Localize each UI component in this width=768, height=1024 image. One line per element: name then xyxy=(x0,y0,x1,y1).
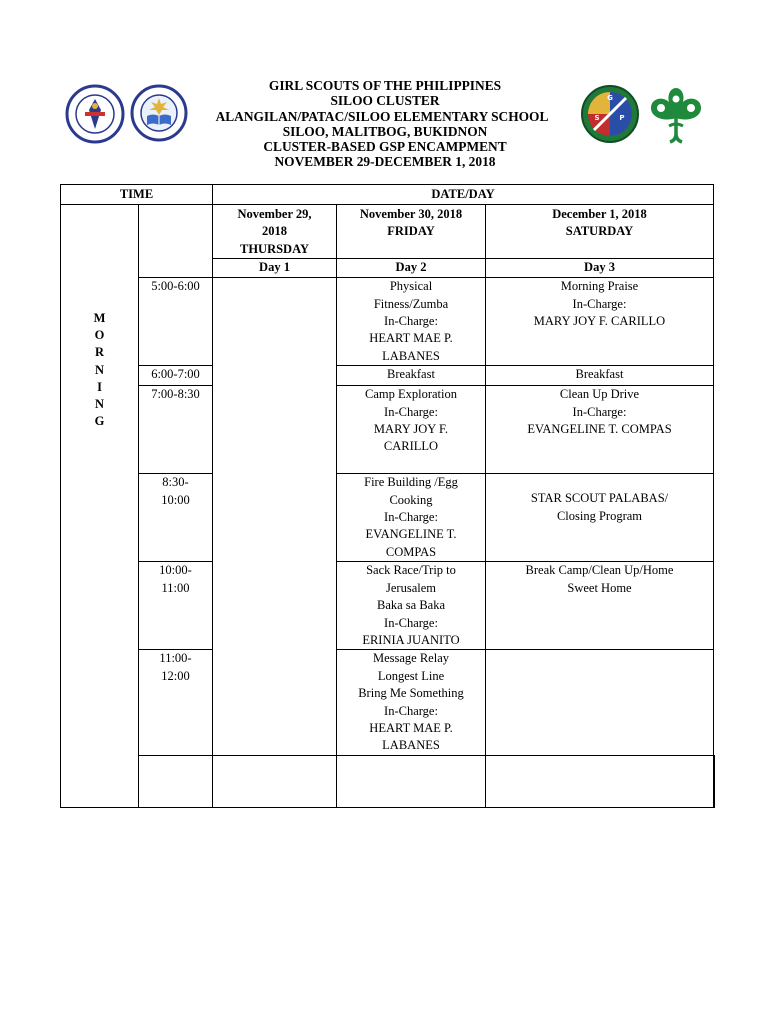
kagawaran-ng-edukasyon-seal xyxy=(65,84,125,144)
event-dates: NOVEMBER 29-DECEMBER 1, 2018 xyxy=(274,154,496,170)
day3-label: Day 3 xyxy=(486,259,714,278)
day1-label: Day 1 xyxy=(213,259,337,278)
gsp-trefoil-logo xyxy=(645,86,707,144)
time-slot: 11:00- 12:00 xyxy=(139,650,213,756)
school-name: ALANGILAN/PATAC/SILOO ELEMENTARY SCHOOL xyxy=(215,108,549,124)
day2-activity: Breakfast xyxy=(337,366,486,386)
table-row xyxy=(61,474,715,562)
day1-date-header: November 29, 2018 THURSDAY xyxy=(213,205,337,259)
header-title-block xyxy=(190,78,580,170)
day2-activity: Sack Race/Trip to Jerusalem Baka sa Baka In-Charge: ERINIA JUANITO xyxy=(337,562,486,650)
empty-cell xyxy=(139,756,213,808)
schedule-table xyxy=(60,184,715,808)
table-row xyxy=(61,366,715,386)
date-day-column-header: DATE/DAY xyxy=(213,185,714,205)
day2-activity: Fire Building /Egg Cooking In-Charge: EVANGELINE T. COMPAS xyxy=(337,474,486,562)
table-row-empty xyxy=(61,756,715,808)
org-name: GIRL SCOUTS OF THE PHILIPPINES xyxy=(268,78,502,93)
empty-cell xyxy=(337,756,486,808)
cluster-name: SILOO CLUSTER xyxy=(330,93,440,109)
day3-activity: Clean Up Drive In-Charge: EVANGELINE T. COMPAS xyxy=(486,386,714,474)
morning-letter: N xyxy=(94,397,105,412)
day3-activity: Breakfast xyxy=(486,366,714,386)
table-row xyxy=(61,278,715,366)
morning-letter: G xyxy=(94,414,105,429)
svg-text:S: S xyxy=(594,114,600,122)
table-header-row xyxy=(61,185,715,205)
day2-activity: Physical Fitness/Zumba In-Charge: HEART MAE P. LABANES xyxy=(337,278,486,366)
time-column-header: TIME xyxy=(61,185,213,205)
day1-empty-cell xyxy=(213,278,337,756)
document-header xyxy=(0,0,768,180)
time-slot: 5:00-6:00 xyxy=(139,278,213,366)
gsp-shield-logo xyxy=(580,84,640,144)
morning-letter: R xyxy=(94,345,105,360)
time-slot: 10:00- 11:00 xyxy=(139,562,213,650)
morning-letter: N xyxy=(94,362,105,377)
morning-label xyxy=(61,205,139,808)
day3-activity: Morning Praise In-Charge: MARY JOY F. CARILLO xyxy=(486,278,714,366)
time-slot: 6:00-7:00 xyxy=(139,366,213,386)
event-name: CLUSTER-BASED GSP ENCAMPMENT xyxy=(263,139,507,155)
svg-text:P: P xyxy=(619,114,625,122)
table-row xyxy=(61,386,715,474)
time-slot: 8:30- 10:00 xyxy=(139,474,213,562)
morning-letter: M xyxy=(93,311,106,325)
day3-activity: Break Camp/Clean Up/Home Sweet Home xyxy=(486,562,714,650)
day2-activity: Message Relay Longest Line Bring Me Something In-Charge: HEART MAE P. LABANES xyxy=(337,650,486,756)
empty-cell xyxy=(714,756,715,808)
morning-letter: O xyxy=(94,328,105,343)
empty-cell xyxy=(213,756,337,808)
department-of-education-seal xyxy=(130,84,188,142)
day2-label: Day 2 xyxy=(337,259,486,278)
day2-activity: Camp Exploration In-Charge: MARY JOY F. CARILLO xyxy=(337,386,486,474)
table-row xyxy=(61,562,715,650)
day2-date-header: November 30, 2018 FRIDAY xyxy=(337,205,486,259)
date-header-row xyxy=(61,205,715,259)
svg-text:G: G xyxy=(607,94,613,102)
day3-activity: STAR SCOUT PALABAS/ Closing Program xyxy=(486,474,714,562)
table-row xyxy=(61,650,715,756)
time-slot: 7:00-8:30 xyxy=(139,386,213,474)
time-empty-cell xyxy=(139,205,213,278)
morning-letter: I xyxy=(97,379,102,394)
empty-cell xyxy=(486,756,714,808)
day3-date-header: December 1, 2018 SATURDAY xyxy=(486,205,714,259)
location: SILOO, MALITBOG, BUKIDNON xyxy=(282,123,488,139)
day3-activity xyxy=(486,650,714,756)
